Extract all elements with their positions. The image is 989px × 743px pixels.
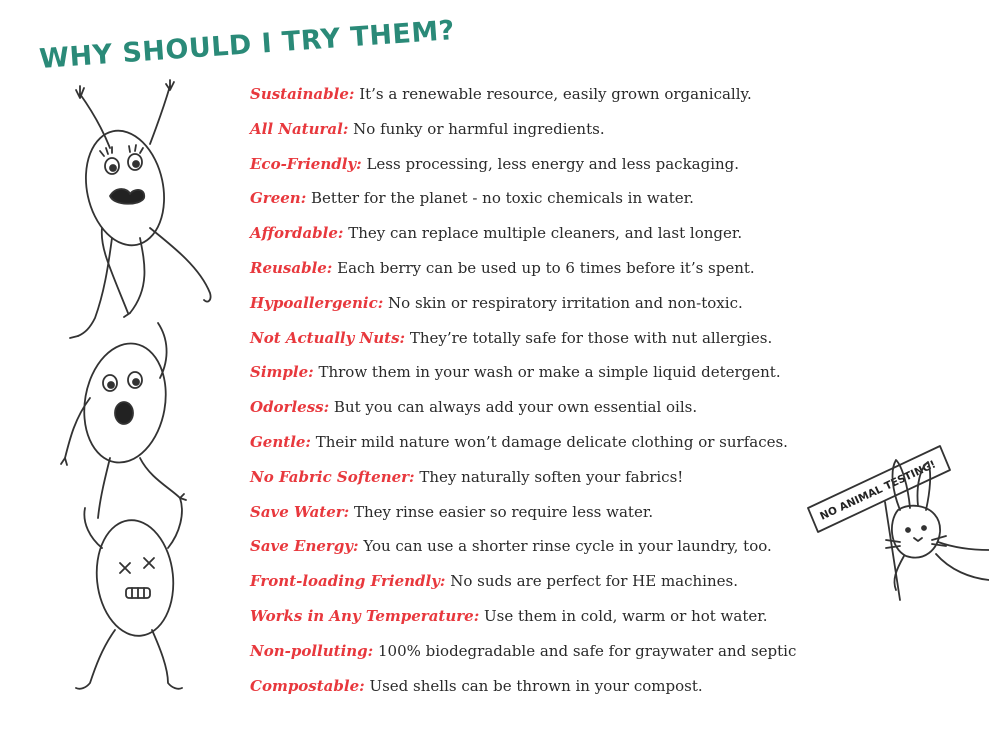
page-title bbox=[38, 15, 456, 78]
benefit-text: No skin or respiratory irritation and non-toxic. bbox=[388, 293, 743, 312]
top-soapnut-character bbox=[70, 80, 211, 338]
benefit-term: No Fabric Softener: bbox=[250, 467, 415, 486]
benefit-text: Their mild nature won’t damage delicate clothing or surfaces. bbox=[315, 432, 788, 451]
bottom-soapnut-character bbox=[76, 498, 182, 689]
list-item bbox=[250, 430, 796, 465]
benefit-text: They’re totally safe for those with nut allergies. bbox=[409, 328, 773, 347]
benefits-list bbox=[250, 82, 796, 708]
list-item bbox=[250, 326, 796, 361]
benefit-text: Less processing, less energy and less packaging. bbox=[366, 154, 740, 173]
list-item bbox=[250, 256, 796, 291]
benefit-term: Eco-Friendly: bbox=[250, 154, 362, 173]
stacked-soapnut-characters-illustration bbox=[40, 78, 240, 698]
benefit-text: Each berry can be used up to 6 times before it’s spent. bbox=[337, 258, 755, 277]
protest-sign bbox=[808, 446, 950, 600]
benefit-text: You can use a shorter rinse cycle in your laundry, too. bbox=[363, 537, 772, 556]
benefit-text: 100% biodegradable and safe for graywater and septic bbox=[377, 641, 797, 660]
benefit-term: Compostable: bbox=[250, 676, 365, 695]
list-item bbox=[250, 604, 796, 639]
benefit-text: No suds are perfect for HE machines. bbox=[450, 572, 738, 591]
list-item bbox=[250, 360, 796, 395]
benefit-term: Reusable: bbox=[250, 258, 333, 277]
benefit-text: They can replace multiple cleaners, and last longer. bbox=[348, 224, 743, 243]
benefit-term: Save Water: bbox=[250, 502, 350, 521]
benefit-text: But you can always add your own essential oils. bbox=[333, 398, 698, 417]
benefit-term: Sustainable: bbox=[250, 85, 355, 103]
list-item bbox=[250, 395, 796, 430]
benefit-text: Use them in cold, warm or hot water. bbox=[484, 606, 768, 625]
list-item bbox=[250, 291, 796, 326]
benefit-term: Odorless: bbox=[250, 398, 330, 417]
benefit-term: Gentle: bbox=[250, 432, 311, 451]
benefit-term: Hypoallergenic: bbox=[250, 293, 384, 312]
list-item bbox=[250, 500, 796, 535]
list-item bbox=[250, 534, 796, 569]
page-title-text: WHY SHOULD I TRY THEM? bbox=[38, 15, 456, 75]
benefit-text: No funky or harmful ingredients. bbox=[353, 119, 605, 138]
benefit-term: Simple: bbox=[250, 363, 314, 382]
benefit-text: Throw them in your wash or make a simple liquid detergent. bbox=[318, 363, 781, 382]
benefit-text: They rinse easier so require less water. bbox=[354, 502, 654, 521]
list-item bbox=[250, 674, 796, 709]
benefit-text: Better for the planet - no toxic chemicals in water. bbox=[311, 189, 694, 208]
benefit-term: Affordable: bbox=[250, 224, 344, 243]
sign-text: NO ANIMAL TESTING! bbox=[818, 458, 938, 523]
benefit-term: Works in Any Temperature: bbox=[250, 606, 480, 625]
list-item bbox=[250, 82, 796, 117]
benefit-term: Green: bbox=[250, 189, 307, 208]
benefit-text: It’s a renewable resource, easily grown organically. bbox=[359, 85, 752, 103]
list-item bbox=[250, 186, 796, 221]
list-item bbox=[250, 465, 796, 500]
benefit-term: All Natural: bbox=[250, 119, 349, 138]
list-item bbox=[250, 152, 796, 187]
middle-soapnut-character bbox=[61, 323, 186, 518]
list-item bbox=[250, 221, 796, 256]
list-item bbox=[250, 117, 796, 152]
rabbit-with-sign-illustration bbox=[800, 430, 989, 610]
benefit-text: They naturally soften your fabrics! bbox=[419, 467, 684, 486]
benefit-term: Save Energy: bbox=[250, 537, 359, 556]
benefit-text: Used shells can be thrown in your compost. bbox=[369, 676, 703, 695]
benefit-term: Not Actually Nuts: bbox=[250, 328, 406, 347]
list-item bbox=[250, 639, 796, 674]
list-item bbox=[250, 569, 796, 604]
benefit-term: Non-polluting: bbox=[250, 641, 374, 660]
benefit-term: Front-loading Friendly: bbox=[250, 572, 446, 591]
